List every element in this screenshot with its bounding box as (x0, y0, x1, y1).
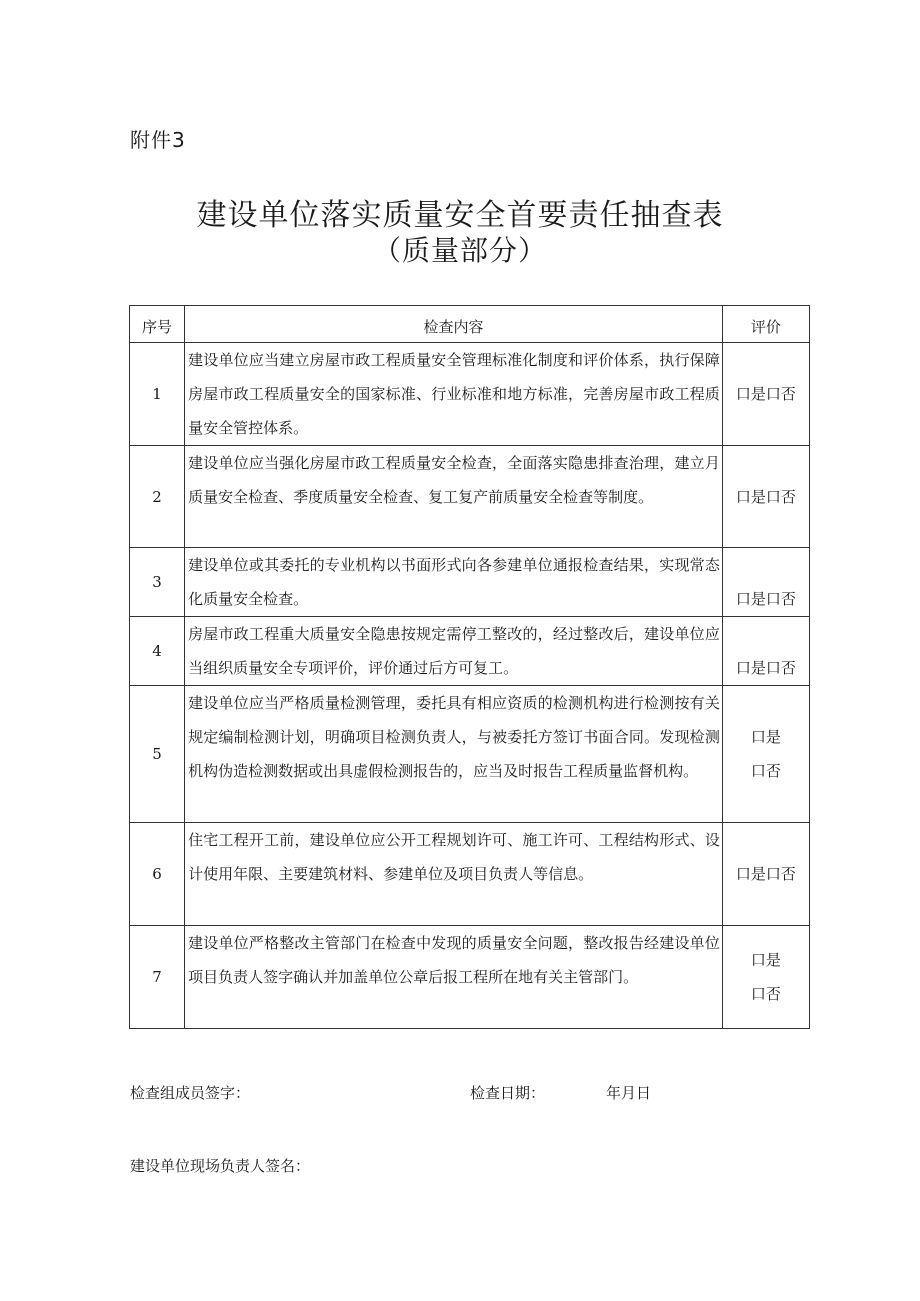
site-manager-signature-label: 建设单位现场负责人签名： (130, 1157, 311, 1175)
inspection-date-value[interactable]: 年月日 (606, 1084, 652, 1102)
row-evaluation[interactable]: 口是口否 (722, 343, 809, 446)
table-row (130, 617, 810, 686)
document-title: 建设单位落实质量安全首要责任抽查表 (196, 198, 724, 233)
inspectors-signature-label: 检查组成员签字： (130, 1084, 251, 1102)
row-content: 建设单位严格整改主管部门在检查中发现的质量安全问题，整改报告经建设单位项目负责人签字确认并加盖单位公章后报工程所在地有关主管部门。 (185, 926, 723, 1029)
row-evaluation[interactable]: 口是口否 (722, 823, 809, 926)
row-content: 房屋市政工程重大质量安全隐患按规定需停工整改的，经过整改后，建设单位应当组织质量安全专项评价，评价通过后方可复工。 (185, 617, 723, 686)
row-content: 建设单位应当严格质量检测管理，委托具有相应资质的检测机构进行检测按有关规定编制检测计划，明确项目检测负责人，与被委托方签订书面合同。发现检测机构伪造检测数据或出具虚假检测报告的，应当及时报告工程质量监督机构。 (185, 686, 723, 823)
row-number: 2 (130, 446, 185, 548)
column-header-no: 序号 (130, 306, 185, 343)
row-evaluation[interactable]: 口是口否 (722, 548, 809, 617)
row-content: 住宅工程开工前，建设单位应公开工程规划许可、施工许可、工程结构形式、设计使用年限、主要建筑材料、参建单位及项目负责人等信息。 (185, 823, 723, 926)
attachment-label: 附件3 (130, 128, 186, 152)
column-header-content: 检查内容 (185, 306, 723, 343)
table-row (130, 926, 810, 1029)
table-row (130, 446, 810, 548)
inspection-date-label: 检查日期： (470, 1084, 546, 1102)
evaluation-no[interactable]: 口否 (750, 762, 781, 780)
evaluation-yes[interactable]: 口是 (750, 951, 781, 969)
row-content: 建设单位应当建立房屋市政工程质量安全管理标准化制度和评价体系，执行保障房屋市政工程质量安全的国家标准、行业标准和地方标准，完善房屋市政工程质量安全管控体系。 (185, 343, 723, 446)
table-row (130, 343, 810, 446)
row-evaluation[interactable]: 口是口否 (722, 446, 809, 548)
row-evaluation[interactable] (722, 926, 809, 1029)
evaluation-yes[interactable]: 口是 (750, 728, 781, 746)
row-content: 建设单位应当强化房屋市政工程质量安全检查，全面落实隐患排查治理，建立月质量安全检查、季度质量安全检查、复工复产前质量安全检查等制度。 (185, 446, 723, 548)
evaluation-no[interactable]: 口否 (750, 985, 781, 1003)
row-number: 5 (130, 686, 185, 823)
table-row (130, 823, 810, 926)
table-row (130, 548, 810, 617)
document-subtitle: （质量部分） (372, 234, 547, 267)
row-number: 1 (130, 343, 185, 446)
table-header-row (130, 306, 810, 343)
row-number: 4 (130, 617, 185, 686)
row-evaluation[interactable] (722, 686, 809, 823)
row-number: 3 (130, 548, 185, 617)
row-evaluation[interactable]: 口是口否 (722, 617, 809, 686)
column-header-evaluation: 评价 (722, 306, 809, 343)
row-content: 建设单位或其委托的专业机构以书面形式向各参建单位通报检查结果，实现常态化质量安全检查。 (185, 548, 723, 617)
row-number: 6 (130, 823, 185, 926)
row-number: 7 (130, 926, 185, 1029)
inspection-table (129, 305, 810, 1029)
table-row (130, 686, 810, 823)
